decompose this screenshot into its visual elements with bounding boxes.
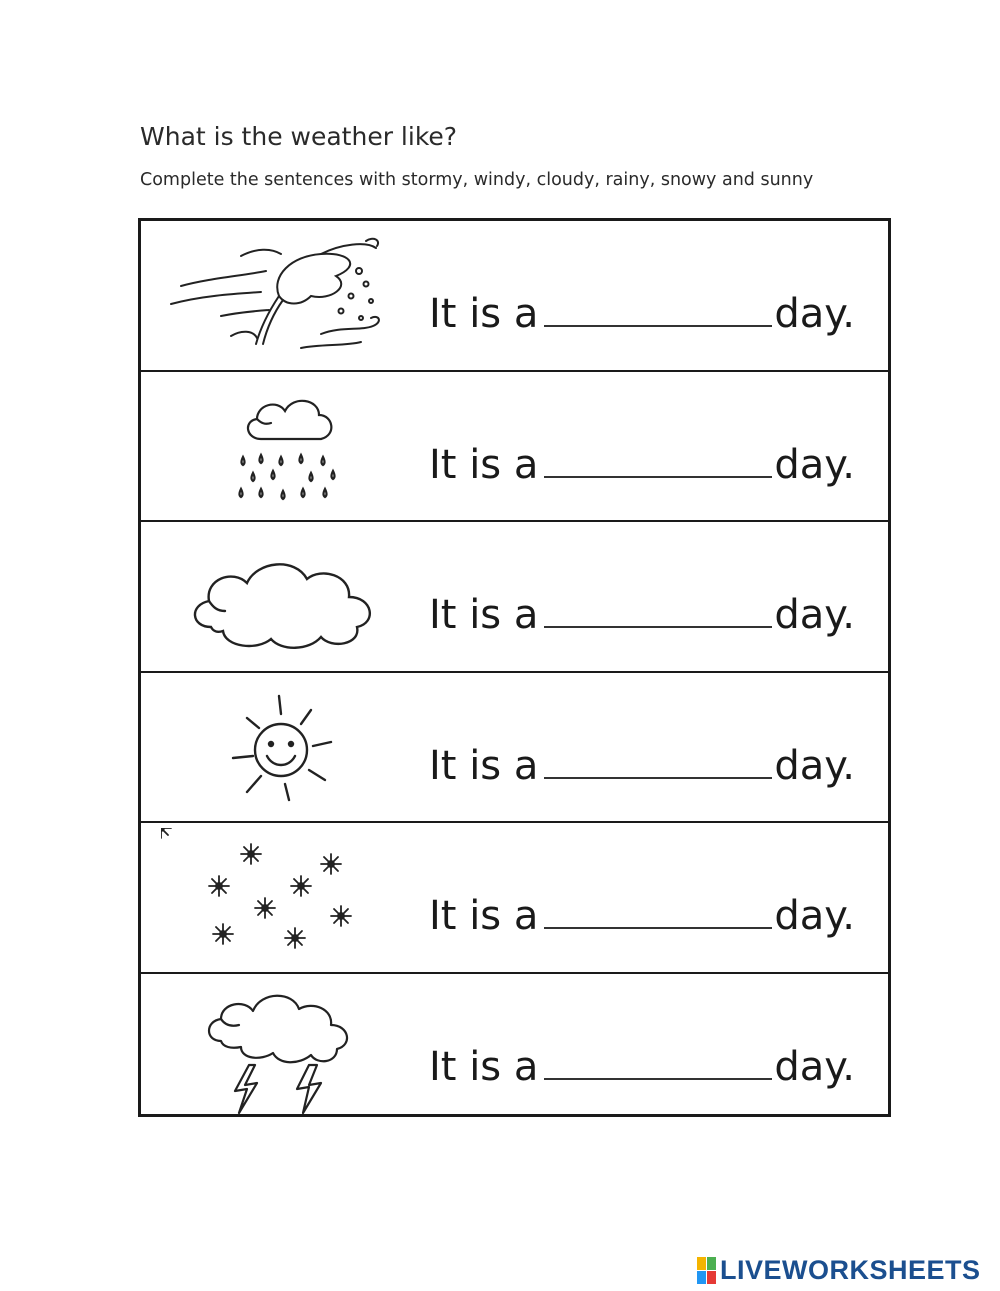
sentence-prefix: It is a <box>429 893 539 939</box>
worksheet-title: What is the weather like? <box>140 122 458 151</box>
sentence-prefix: It is a <box>429 742 539 789</box>
windy-tree-icon <box>161 226 391 364</box>
sentence-3 <box>429 592 855 638</box>
sentence-4 <box>429 742 855 789</box>
sentence-prefix: It is a <box>429 291 539 337</box>
exercise-row-2 <box>141 372 888 523</box>
sentence-suffix: day. <box>774 742 855 789</box>
sentence-suffix: day. <box>774 592 855 638</box>
sentence-1 <box>429 291 855 337</box>
liveworksheets-logo <box>697 1255 981 1286</box>
sun-icon <box>161 678 391 816</box>
storm-cloud-icon <box>161 979 391 1117</box>
answer-blank-1[interactable] <box>544 291 772 327</box>
logo-blocks-icon <box>697 1257 716 1284</box>
exercise-row-4 <box>141 673 888 824</box>
logo-text: LIVEWORKSHEETS <box>720 1255 981 1285</box>
exercise-row-6 <box>141 974 888 1121</box>
answer-blank-6[interactable] <box>544 1044 772 1080</box>
answer-blank-2[interactable] <box>544 442 772 478</box>
answer-blank-5[interactable] <box>544 893 772 929</box>
exercise-row-5 <box>141 823 888 974</box>
sentence-suffix: day. <box>774 1043 855 1090</box>
sentence-prefix: It is a <box>429 441 539 488</box>
sentence-6 <box>429 1043 855 1090</box>
sentence-suffix: day. <box>774 893 855 939</box>
rain-cloud-icon <box>161 377 391 515</box>
exercise-row-3 <box>141 522 888 673</box>
answer-blank-3[interactable] <box>544 592 772 628</box>
sentence-prefix: It is a <box>429 1043 539 1090</box>
sentence-suffix: day. <box>774 441 855 488</box>
snowflakes-icon <box>161 828 391 966</box>
instructions-text: Complete the sentences with stormy, windy, cloudy, rainy, snowy and sunny <box>140 170 814 190</box>
exercise-table <box>138 218 891 1117</box>
sentence-5 <box>429 893 855 939</box>
sentence-prefix: It is a <box>429 592 539 638</box>
answer-blank-4[interactable] <box>544 743 772 779</box>
cloud-icon <box>161 527 391 665</box>
sentence-2 <box>429 441 855 488</box>
sentence-suffix: day. <box>774 291 855 337</box>
exercise-row-1 <box>141 221 888 372</box>
